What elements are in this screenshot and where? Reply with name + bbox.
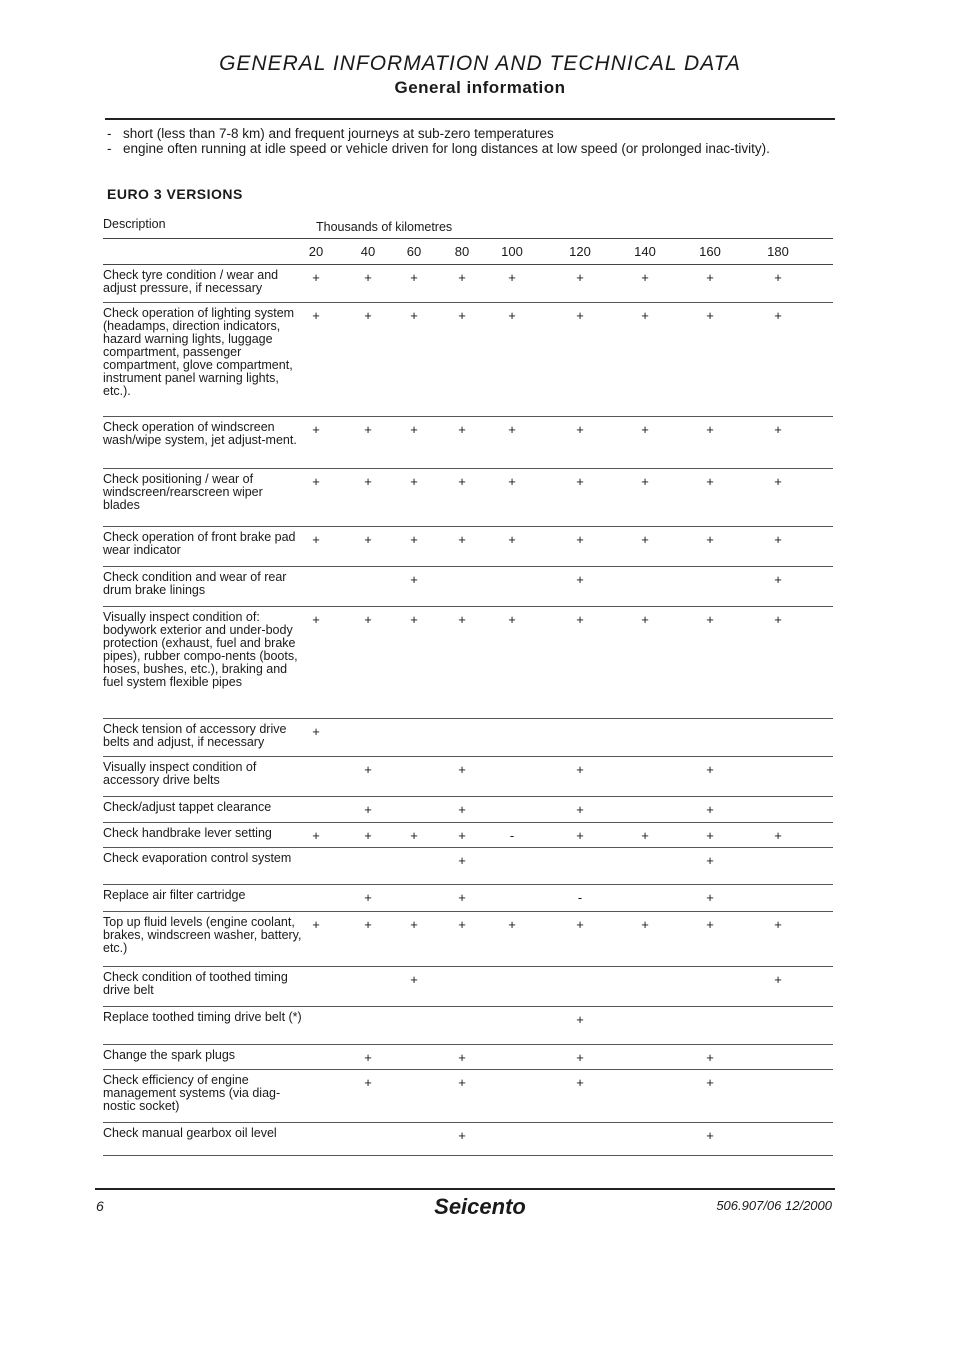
row-description: Check tension of accessory drive belts and adjust, if necessary [103,722,287,749]
interval-mark: + [706,422,714,437]
interval-mark: + [364,762,372,777]
interval-mark: + [706,828,714,843]
row-description: Check operation of windscreen wash/wipe system, jet adjust-ment. [103,420,297,447]
interval-mark: + [312,474,320,489]
row-description: Check efficiency of engine management systems (via diag-nostic socket) [103,1073,281,1113]
interval-mark: + [774,532,782,547]
interval-mark: + [312,270,320,285]
interval-mark: + [364,308,372,323]
interval-mark: + [312,612,320,627]
note-item [107,141,842,156]
interval-mark: + [312,724,320,739]
interval-label: 140 [634,244,656,259]
table-row [0,265,960,303]
interval-mark: + [576,762,584,777]
table-row [0,567,960,607]
interval-mark: + [458,802,466,817]
interval-mark: + [576,802,584,817]
interval-label: 80 [454,244,470,259]
table-row [0,823,960,848]
table-row [0,527,960,567]
interval-mark: + [364,422,372,437]
page-footer [0,1194,960,1224]
interval-mark: + [641,308,649,323]
notes-list [107,126,842,156]
interval-mark: + [774,308,782,323]
row-description: Visually inspect condition of: bodywork exterior and under-body protection (exhaust, fuel and brake pipes), rubber compo-nents (boots, hoses, bushes, etc.), braking and fuel system flexible pipes [103,610,298,689]
interval-mark: + [312,308,320,323]
description-column-header: Description [103,217,166,231]
interval-mark: + [706,532,714,547]
interval-mark: + [312,917,320,932]
table-row [0,417,960,469]
interval-mark: + [458,612,466,627]
table-row [0,1070,960,1123]
table-row [0,885,960,912]
table-row [0,797,960,823]
row-description: Check operation of front brake pad wear indicator [103,530,296,557]
interval-mark: + [706,890,714,905]
header-divider [105,118,835,120]
interval-mark: + [410,422,418,437]
interval-mark: + [508,308,516,323]
interval-mark: + [706,1075,714,1090]
interval-mark: + [458,308,466,323]
interval-mark: + [508,270,516,285]
table-row [0,303,960,417]
table-row [0,1123,960,1156]
interval-mark: + [364,802,372,817]
table-row [0,1045,960,1070]
interval-mark: + [576,917,584,932]
interval-mark: + [576,572,584,587]
row-description: Check condition and wear of rear drum brake linings [103,570,287,597]
interval-mark: + [410,572,418,587]
interval-mark: + [364,612,372,627]
interval-mark: + [364,917,372,932]
interval-mark: + [364,890,372,905]
page-number: 6 [96,1198,104,1214]
row-description: Replace toothed timing drive belt (*) [103,1010,302,1024]
interval-mark: - [577,890,583,905]
interval-mark: + [706,853,714,868]
interval-mark: + [774,474,782,489]
interval-mark: + [706,1050,714,1065]
section-title: EURO 3 VERSIONS [107,186,243,202]
row-description: Check evaporation control system [103,851,292,865]
interval-label: 160 [699,244,721,259]
interval-mark: + [508,612,516,627]
interval-mark: + [576,422,584,437]
interval-mark: + [576,474,584,489]
interval-mark: + [774,828,782,843]
row-divider [103,1155,833,1156]
interval-mark: + [458,1075,466,1090]
interval-mark: + [410,270,418,285]
interval-mark: + [458,853,466,868]
row-description: Check operation of lighting system (headamps, direction indicators, hazard warning lights, luggage compartment, passenger compartment, glove compartment, instrument panel warning lights, etc.). [103,306,295,398]
interval-mark: + [364,828,372,843]
interval-mark: + [706,270,714,285]
interval-mark: + [508,422,516,437]
note-bullet: - [107,126,112,141]
row-description: Visually inspect condition of accessory drive belts [103,760,257,787]
note-bullet: - [107,141,112,156]
interval-mark: + [774,917,782,932]
interval-mark: + [706,1128,714,1143]
interval-mark: + [641,422,649,437]
interval-mark: + [312,532,320,547]
interval-mark: + [576,1075,584,1090]
page-title: GENERAL INFORMATION AND TECHNICAL DATA [219,52,741,75]
interval-label: 20 [308,244,324,259]
interval-mark: + [641,270,649,285]
interval-mark: + [458,890,466,905]
document-code: 506.907/06 12/2000 [716,1198,832,1213]
interval-mark: + [410,612,418,627]
interval-mark: + [774,612,782,627]
interval-mark: + [706,308,714,323]
interval-mark: + [576,1012,584,1027]
page-subtitle: General information [394,78,566,97]
interval-mark: + [576,612,584,627]
interval-mark: + [410,532,418,547]
interval-mark: + [576,532,584,547]
interval-mark: + [458,917,466,932]
interval-mark: + [576,308,584,323]
interval-label: 40 [360,244,376,259]
table-row [0,912,960,967]
interval-mark: + [641,474,649,489]
interval-mark: + [508,917,516,932]
interval-mark: + [774,422,782,437]
interval-mark: + [774,972,782,987]
interval-label: 100 [501,244,523,259]
interval-mark: + [458,422,466,437]
interval-mark: + [458,532,466,547]
interval-mark: + [458,762,466,777]
interval-label: 120 [569,244,591,259]
interval-mark: + [706,612,714,627]
table-row [0,607,960,719]
row-description: Check handbrake lever setting [103,826,272,840]
interval-mark: + [410,972,418,987]
table-row [0,719,960,757]
table-row [0,967,960,1007]
kilometres-column-header: Thousands of kilometres [316,220,453,234]
row-description: Check manual gearbox oil level [103,1126,277,1140]
interval-mark: + [508,532,516,547]
interval-mark: + [364,1050,372,1065]
interval-mark: + [364,532,372,547]
note-text: short (less than 7-8 km) and frequent journeys at sub-zero temperatures [123,126,554,141]
interval-mark: + [410,474,418,489]
interval-mark: + [312,828,320,843]
interval-mark: + [458,1128,466,1143]
interval-mark: - [509,828,515,843]
interval-mark: + [641,828,649,843]
interval-mark: + [458,270,466,285]
interval-mark: + [641,532,649,547]
interval-mark: + [774,270,782,285]
interval-mark: + [774,572,782,587]
interval-mark: + [364,474,372,489]
row-description: Change the spark plugs [103,1048,236,1062]
note-text: engine often running at idle speed or vehicle driven for long distances at low speed (or prolonged inac-tivity). [123,141,770,156]
table-row [0,1007,960,1045]
interval-mark: + [641,917,649,932]
row-description: Check condition of toothed timing drive belt [103,970,288,997]
interval-mark: + [364,270,372,285]
interval-mark: + [576,270,584,285]
table-row [0,757,960,797]
row-description: Check tyre condition / wear and adjust pressure, if necessary [103,268,279,295]
interval-header-row [0,244,960,264]
table-row [0,848,960,885]
footer-divider [95,1188,835,1190]
interval-mark: + [458,828,466,843]
row-description: Top up fluid levels (engine coolant, brakes, windscreen washer, battery, etc.) [103,915,302,955]
note-item [107,126,842,141]
page-header [0,52,960,98]
table-header-rule [103,238,833,239]
interval-mark: + [458,1050,466,1065]
interval-mark: + [364,1075,372,1090]
interval-label: 60 [406,244,422,259]
interval-mark: + [576,1050,584,1065]
interval-mark: + [508,474,516,489]
interval-mark: + [706,917,714,932]
row-description: Check positioning / wear of windscreen/rearscreen wiper blades [103,472,263,512]
interval-mark: + [576,828,584,843]
interval-mark: + [458,474,466,489]
interval-mark: + [706,802,714,817]
row-description: Replace air filter cartridge [103,888,246,902]
interval-label: 180 [767,244,789,259]
row-description: Check/adjust tappet clearance [103,800,272,814]
interval-mark: + [312,422,320,437]
interval-mark: + [641,612,649,627]
interval-mark: + [410,828,418,843]
interval-mark: + [410,308,418,323]
interval-mark: + [706,474,714,489]
interval-mark: + [410,917,418,932]
brand-logo-text: Seicento [434,1194,526,1219]
table-row [0,469,960,527]
interval-mark: + [706,762,714,777]
